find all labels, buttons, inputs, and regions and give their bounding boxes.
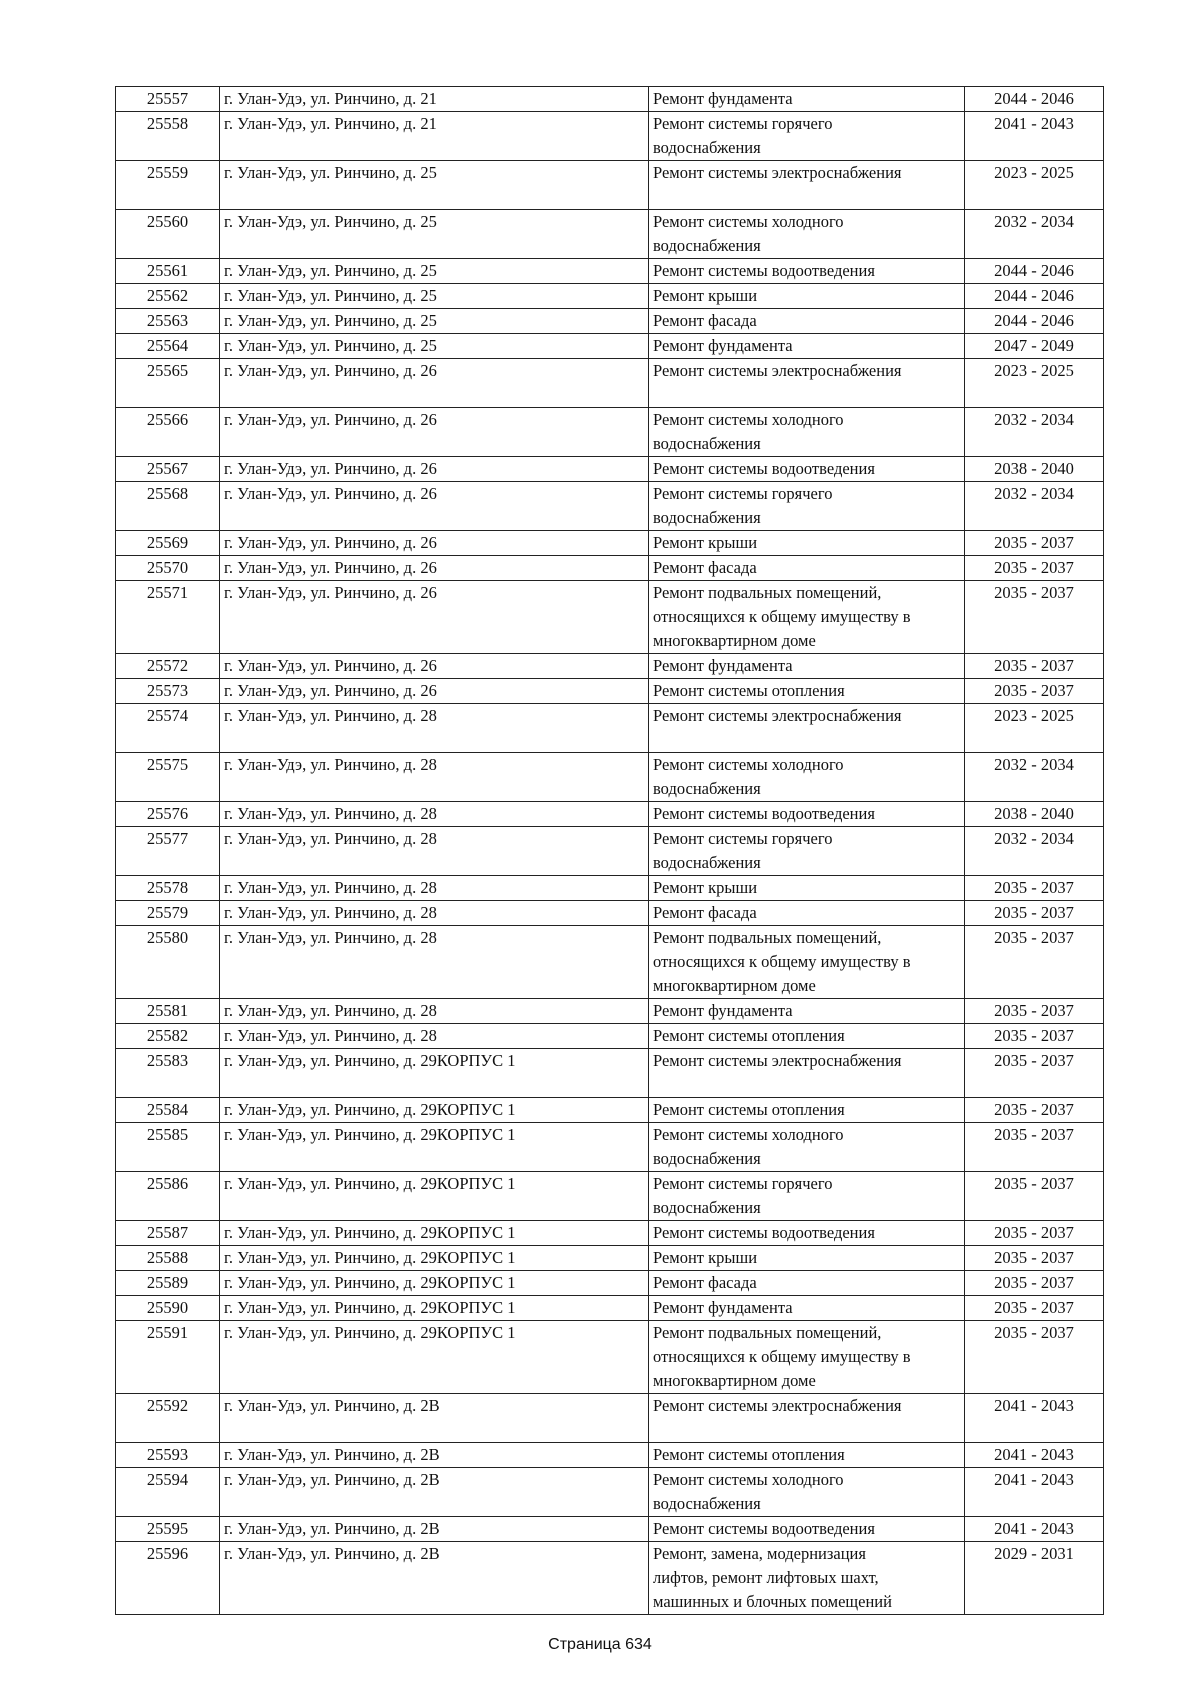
period-cell: 2038 - 2040 (965, 456, 1104, 481)
record-number-cell: 25567 (116, 456, 220, 481)
table-row (116, 456, 1104, 481)
work-type-cell: Ремонт системы холодного водоснабжения (649, 752, 965, 801)
address-cell: г. Улан-Удэ, ул. Ринчино, д. 28 (220, 998, 649, 1023)
table-row (116, 925, 1104, 998)
address-cell: г. Улан-Удэ, ул. Ринчино, д. 26 (220, 580, 649, 653)
period-cell: 2041 - 2043 (965, 1442, 1104, 1467)
period-cell: 2035 - 2037 (965, 580, 1104, 653)
record-number-cell: 25569 (116, 530, 220, 555)
address-cell: г. Улан-Удэ, ул. Ринчино, д. 2В (220, 1516, 649, 1541)
record-number-cell: 25596 (116, 1541, 220, 1614)
address-cell: г. Улан-Удэ, ул. Ринчино, д. 28 (220, 875, 649, 900)
record-number-cell: 25574 (116, 703, 220, 752)
record-number-cell: 25576 (116, 801, 220, 826)
period-cell: 2035 - 2037 (965, 1023, 1104, 1048)
work-type-cell: Ремонт фундамента (649, 998, 965, 1023)
work-type-cell: Ремонт системы водоотведения (649, 456, 965, 481)
record-number-cell: 25575 (116, 752, 220, 801)
period-cell: 2035 - 2037 (965, 1295, 1104, 1320)
table-row (116, 112, 1104, 161)
work-type-cell: Ремонт системы холодного водоснабжения (649, 407, 965, 456)
period-cell: 2023 - 2025 (965, 161, 1104, 210)
address-cell: г. Улан-Удэ, ул. Ринчино, д. 28 (220, 752, 649, 801)
record-number-cell: 25581 (116, 998, 220, 1023)
address-cell: г. Улан-Удэ, ул. Ринчино, д. 28 (220, 1023, 649, 1048)
work-type-cell: Ремонт фундамента (649, 87, 965, 112)
work-type-cell: Ремонт системы горячего водоснабжения (649, 112, 965, 161)
period-cell: 2035 - 2037 (965, 1220, 1104, 1245)
table-row (116, 1270, 1104, 1295)
address-cell: г. Улан-Удэ, ул. Ринчино, д. 26 (220, 358, 649, 407)
work-type-cell: Ремонт системы электроснабжения (649, 358, 965, 407)
record-number-cell: 25584 (116, 1097, 220, 1122)
period-cell: 2035 - 2037 (965, 1270, 1104, 1295)
period-cell: 2023 - 2025 (965, 703, 1104, 752)
work-type-cell: Ремонт системы водоотведения (649, 1220, 965, 1245)
address-cell: г. Улан-Удэ, ул. Ринчино, д. 2В (220, 1541, 649, 1614)
table-row (116, 1442, 1104, 1467)
address-cell: г. Улан-Удэ, ул. Ринчино, д. 28 (220, 925, 649, 998)
record-number-cell: 25594 (116, 1467, 220, 1516)
work-type-cell: Ремонт фасада (649, 1270, 965, 1295)
address-cell: г. Улан-Удэ, ул. Ринчино, д. 25 (220, 308, 649, 333)
work-type-cell: Ремонт фасада (649, 555, 965, 580)
table-row (116, 900, 1104, 925)
record-number-cell: 25558 (116, 112, 220, 161)
table-row (116, 1122, 1104, 1171)
work-type-cell: Ремонт системы водоотведения (649, 1516, 965, 1541)
work-type-cell: Ремонт системы водоотведения (649, 801, 965, 826)
address-cell: г. Улан-Удэ, ул. Ринчино, д. 26 (220, 407, 649, 456)
period-cell: 2032 - 2034 (965, 407, 1104, 456)
address-cell: г. Улан-Удэ, ул. Ринчино, д. 29КОРПУС 1 (220, 1097, 649, 1122)
work-type-cell: Ремонт фундамента (649, 1295, 965, 1320)
period-cell: 2035 - 2037 (965, 1122, 1104, 1171)
record-number-cell: 25582 (116, 1023, 220, 1048)
table-row (116, 1541, 1104, 1614)
table-row (116, 801, 1104, 826)
table-row (116, 283, 1104, 308)
table-row (116, 1023, 1104, 1048)
address-cell: г. Улан-Удэ, ул. Ринчино, д. 21 (220, 87, 649, 112)
table-row (116, 308, 1104, 333)
table-row (116, 530, 1104, 555)
table-row (116, 358, 1104, 407)
work-type-cell: Ремонт системы холодного водоснабжения (649, 1122, 965, 1171)
period-cell: 2047 - 2049 (965, 333, 1104, 358)
period-cell: 2035 - 2037 (965, 530, 1104, 555)
period-cell: 2035 - 2037 (965, 1320, 1104, 1393)
address-cell: г. Улан-Удэ, ул. Ринчино, д. 28 (220, 703, 649, 752)
address-cell: г. Улан-Удэ, ул. Ринчино, д. 25 (220, 258, 649, 283)
address-cell: г. Улан-Удэ, ул. Ринчино, д. 26 (220, 530, 649, 555)
table-row (116, 1320, 1104, 1393)
work-type-cell: Ремонт подвальных помещений, относящихся к общему имуществу в многоквартирном доме (649, 925, 965, 998)
work-type-cell: Ремонт крыши (649, 530, 965, 555)
record-number-cell: 25593 (116, 1442, 220, 1467)
period-cell: 2044 - 2046 (965, 258, 1104, 283)
address-cell: г. Улан-Удэ, ул. Ринчино, д. 28 (220, 826, 649, 875)
period-cell: 2035 - 2037 (965, 1171, 1104, 1220)
address-cell: г. Улан-Удэ, ул. Ринчино, д. 29КОРПУС 1 (220, 1122, 649, 1171)
work-type-cell: Ремонт системы водоотведения (649, 258, 965, 283)
record-number-cell: 25587 (116, 1220, 220, 1245)
table-row (116, 555, 1104, 580)
address-cell: г. Улан-Удэ, ул. Ринчино, д. 26 (220, 678, 649, 703)
work-type-cell: Ремонт фундамента (649, 653, 965, 678)
period-cell: 2035 - 2037 (965, 555, 1104, 580)
work-type-cell: Ремонт системы отопления (649, 678, 965, 703)
record-number-cell: 25583 (116, 1048, 220, 1097)
work-type-cell: Ремонт фасада (649, 900, 965, 925)
record-number-cell: 25580 (116, 925, 220, 998)
table-row (116, 678, 1104, 703)
address-cell: г. Улан-Удэ, ул. Ринчино, д. 26 (220, 555, 649, 580)
record-number-cell: 25566 (116, 407, 220, 456)
address-cell: г. Улан-Удэ, ул. Ринчино, д. 25 (220, 333, 649, 358)
table-row (116, 1516, 1104, 1541)
period-cell: 2041 - 2043 (965, 1516, 1104, 1541)
address-cell: г. Улан-Удэ, ул. Ринчино, д. 29КОРПУС 1 (220, 1245, 649, 1270)
address-cell: г. Улан-Удэ, ул. Ринчино, д. 28 (220, 900, 649, 925)
table-row (116, 258, 1104, 283)
work-type-cell: Ремонт системы отопления (649, 1097, 965, 1122)
table-body (116, 87, 1104, 1615)
work-type-cell: Ремонт системы горячего водоснабжения (649, 826, 965, 875)
table-row (116, 998, 1104, 1023)
address-cell: г. Улан-Удэ, ул. Ринчино, д. 29КОРПУС 1 (220, 1048, 649, 1097)
record-number-cell: 25563 (116, 308, 220, 333)
address-cell: г. Улан-Удэ, ул. Ринчино, д. 28 (220, 801, 649, 826)
work-type-cell: Ремонт системы горячего водоснабжения (649, 481, 965, 530)
period-cell: 2041 - 2043 (965, 1393, 1104, 1442)
record-number-cell: 25564 (116, 333, 220, 358)
record-number-cell: 25579 (116, 900, 220, 925)
period-cell: 2035 - 2037 (965, 678, 1104, 703)
work-type-cell: Ремонт крыши (649, 875, 965, 900)
record-number-cell: 25595 (116, 1516, 220, 1541)
period-cell: 2032 - 2034 (965, 826, 1104, 875)
period-cell: 2041 - 2043 (965, 112, 1104, 161)
work-type-cell: Ремонт системы электроснабжения (649, 161, 965, 210)
page-footer (0, 1636, 1200, 1654)
period-cell: 2044 - 2046 (965, 283, 1104, 308)
table-row (116, 1295, 1104, 1320)
work-type-cell: Ремонт системы электроснабжения (649, 703, 965, 752)
table-row (116, 826, 1104, 875)
record-number-cell: 25568 (116, 481, 220, 530)
table-row (116, 580, 1104, 653)
period-cell: 2032 - 2034 (965, 752, 1104, 801)
record-number-cell: 25589 (116, 1270, 220, 1295)
work-type-cell: Ремонт крыши (649, 1245, 965, 1270)
table-row (116, 1467, 1104, 1516)
period-cell: 2044 - 2046 (965, 87, 1104, 112)
page-number: Страница 634 (548, 1636, 652, 1653)
address-cell: г. Улан-Удэ, ул. Ринчино, д. 29КОРПУС 1 (220, 1171, 649, 1220)
period-cell: 2035 - 2037 (965, 998, 1104, 1023)
address-cell: г. Улан-Удэ, ул. Ринчино, д. 26 (220, 456, 649, 481)
work-type-cell: Ремонт фундамента (649, 333, 965, 358)
record-number-cell: 25591 (116, 1320, 220, 1393)
record-number-cell: 25588 (116, 1245, 220, 1270)
record-number-cell: 25586 (116, 1171, 220, 1220)
record-number-cell: 25571 (116, 580, 220, 653)
period-cell: 2035 - 2037 (965, 653, 1104, 678)
period-cell: 2023 - 2025 (965, 358, 1104, 407)
work-schedule-table (115, 86, 1104, 1615)
record-number-cell: 25560 (116, 209, 220, 258)
table-row (116, 87, 1104, 112)
address-cell: г. Улан-Удэ, ул. Ринчино, д. 2В (220, 1393, 649, 1442)
table-row (116, 1048, 1104, 1097)
address-cell: г. Улан-Удэ, ул. Ринчино, д. 2В (220, 1467, 649, 1516)
address-cell: г. Улан-Удэ, ул. Ринчино, д. 2В (220, 1442, 649, 1467)
table-row (116, 161, 1104, 210)
record-number-cell: 25565 (116, 358, 220, 407)
record-number-cell: 25585 (116, 1122, 220, 1171)
work-type-cell: Ремонт подвальных помещений, относящихся к общему имуществу в многоквартирном доме (649, 580, 965, 653)
period-cell: 2035 - 2037 (965, 925, 1104, 998)
period-cell: 2032 - 2034 (965, 481, 1104, 530)
record-number-cell: 25561 (116, 258, 220, 283)
table-row (116, 407, 1104, 456)
record-number-cell: 25570 (116, 555, 220, 580)
work-type-cell: Ремонт подвальных помещений, относящихся к общему имуществу в многоквартирном доме (649, 1320, 965, 1393)
table-row (116, 481, 1104, 530)
period-cell: 2035 - 2037 (965, 1048, 1104, 1097)
table-row (116, 333, 1104, 358)
table-row (116, 653, 1104, 678)
record-number-cell: 25573 (116, 678, 220, 703)
period-cell: 2035 - 2037 (965, 1245, 1104, 1270)
record-number-cell: 25559 (116, 161, 220, 210)
period-cell: 2035 - 2037 (965, 1097, 1104, 1122)
address-cell: г. Улан-Удэ, ул. Ринчино, д. 26 (220, 481, 649, 530)
period-cell: 2035 - 2037 (965, 875, 1104, 900)
address-cell: г. Улан-Удэ, ул. Ринчино, д. 26 (220, 653, 649, 678)
work-type-cell: Ремонт фасада (649, 308, 965, 333)
table-row (116, 1171, 1104, 1220)
record-number-cell: 25592 (116, 1393, 220, 1442)
table-row (116, 1097, 1104, 1122)
address-cell: г. Улан-Удэ, ул. Ринчино, д. 25 (220, 161, 649, 210)
record-number-cell: 25562 (116, 283, 220, 308)
table-row (116, 1220, 1104, 1245)
table-row (116, 752, 1104, 801)
period-cell: 2032 - 2034 (965, 209, 1104, 258)
work-type-cell: Ремонт системы электроснабжения (649, 1048, 965, 1097)
address-cell: г. Улан-Удэ, ул. Ринчино, д. 25 (220, 283, 649, 308)
record-number-cell: 25578 (116, 875, 220, 900)
period-cell: 2041 - 2043 (965, 1467, 1104, 1516)
address-cell: г. Улан-Удэ, ул. Ринчино, д. 25 (220, 209, 649, 258)
work-type-cell: Ремонт системы электроснабжения (649, 1393, 965, 1442)
work-type-cell: Ремонт системы холодного водоснабжения (649, 209, 965, 258)
table-row (116, 209, 1104, 258)
work-type-cell: Ремонт системы холодного водоснабжения (649, 1467, 965, 1516)
record-number-cell: 25577 (116, 826, 220, 875)
period-cell: 2044 - 2046 (965, 308, 1104, 333)
work-type-cell: Ремонт, замена, модернизация лифтов, ремонт лифтовых шахт, машинных и блочных помещений (649, 1541, 965, 1614)
table-row (116, 875, 1104, 900)
address-cell: г. Улан-Удэ, ул. Ринчино, д. 21 (220, 112, 649, 161)
work-type-cell: Ремонт крыши (649, 283, 965, 308)
address-cell: г. Улан-Удэ, ул. Ринчино, д. 29КОРПУС 1 (220, 1270, 649, 1295)
address-cell: г. Улан-Удэ, ул. Ринчино, д. 29КОРПУС 1 (220, 1295, 649, 1320)
period-cell: 2035 - 2037 (965, 900, 1104, 925)
period-cell: 2038 - 2040 (965, 801, 1104, 826)
work-type-cell: Ремонт системы горячего водоснабжения (649, 1171, 965, 1220)
work-type-cell: Ремонт системы отопления (649, 1023, 965, 1048)
record-number-cell: 25590 (116, 1295, 220, 1320)
table-row (116, 703, 1104, 752)
record-number-cell: 25572 (116, 653, 220, 678)
record-number-cell: 25557 (116, 87, 220, 112)
address-cell: г. Улан-Удэ, ул. Ринчино, д. 29КОРПУС 1 (220, 1320, 649, 1393)
period-cell: 2029 - 2031 (965, 1541, 1104, 1614)
table-row (116, 1245, 1104, 1270)
address-cell: г. Улан-Удэ, ул. Ринчино, д. 29КОРПУС 1 (220, 1220, 649, 1245)
work-type-cell: Ремонт системы отопления (649, 1442, 965, 1467)
table-row (116, 1393, 1104, 1442)
